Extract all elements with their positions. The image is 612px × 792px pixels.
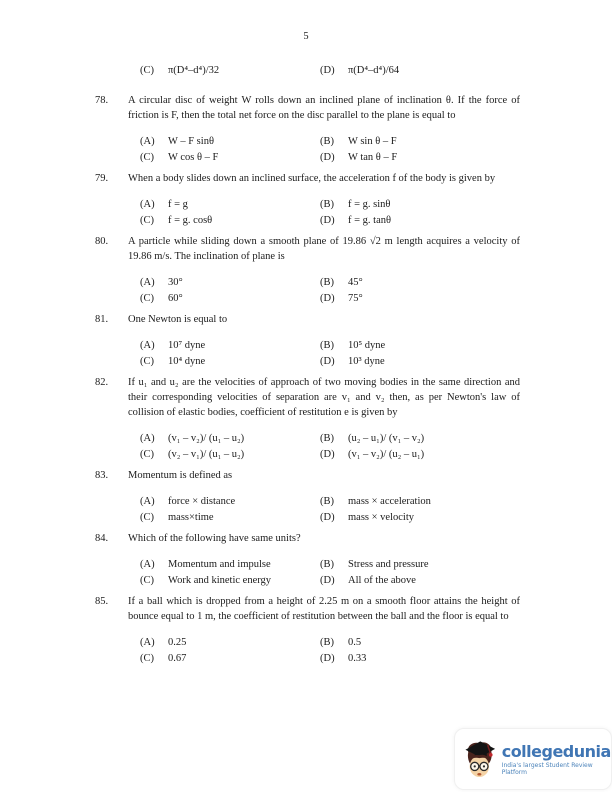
question-number-spacer	[95, 63, 128, 79]
options-grid	[140, 197, 612, 229]
option-value: 10³ dyne	[348, 356, 385, 367]
option-letter: (A)	[140, 559, 155, 570]
question-79	[0, 171, 612, 229]
option-letter: (B)	[320, 277, 334, 288]
question-text: A circular disc of weight W rolls down an inclined plane of inclination θ. If the force of friction is F, then the total net force on the disc parallel to the plane is equal to	[128, 95, 520, 121]
option-d	[320, 150, 612, 166]
option-d	[320, 354, 612, 370]
question-text: Momentum is defined as	[128, 470, 233, 481]
option-letter: (B)	[320, 433, 334, 444]
option-a	[140, 431, 320, 447]
question-text: One Newton is equal to	[128, 314, 228, 325]
question-84	[0, 531, 612, 589]
option-a	[140, 635, 320, 651]
option-letter: (B)	[320, 559, 334, 570]
option-value: (v₂ – v₁)/ (u₁ – u₂)	[168, 449, 245, 460]
option-a	[140, 275, 320, 291]
options-grid	[140, 134, 612, 166]
option-c	[140, 510, 320, 526]
option-c	[140, 150, 320, 166]
questions-list	[0, 63, 612, 667]
logo-wordmark: collegedunia	[501, 741, 611, 761]
option-c	[140, 291, 320, 307]
option-c	[140, 63, 320, 79]
option-b	[320, 557, 612, 573]
question-text: A particle while sliding down a smooth plane of 19.86 √2 m length acquires a velocity of 19.86 m/s. The inclination of plane is	[128, 236, 520, 262]
option-a	[140, 134, 320, 150]
option-a	[140, 338, 320, 354]
option-d	[320, 447, 612, 463]
option-value: Stress and pressure	[348, 559, 429, 570]
option-value: 0.67	[168, 653, 187, 664]
option-letter: (C)	[140, 512, 154, 523]
option-value: 10⁴ dyne	[168, 356, 206, 367]
question-text: When a body slides down an inclined surface, the acceleration f of the body is given by	[128, 173, 496, 184]
option-value: force × distance	[168, 496, 236, 507]
option-letter: (D)	[320, 293, 335, 304]
mascot-icon	[459, 734, 500, 784]
question-85	[0, 594, 612, 667]
option-letter: (D)	[320, 575, 335, 586]
option-c	[140, 651, 320, 667]
option-b	[320, 431, 612, 447]
option-a	[140, 197, 320, 213]
option-letter: (A)	[140, 637, 155, 648]
option-value: W cos θ – F	[168, 152, 219, 163]
option-value: f = g. sinθ	[348, 199, 391, 210]
question-number: 80.	[95, 236, 109, 247]
option-value: (v₁ – v₂)/ (u₁ – u₂)	[168, 433, 245, 444]
question-number: 85.	[95, 596, 109, 607]
option-letter: (B)	[320, 637, 334, 648]
option-letter: (C)	[140, 152, 154, 163]
option-value: 0.33	[348, 653, 367, 664]
option-letter: (B)	[320, 496, 334, 507]
option-value: Momentum and impulse	[168, 559, 271, 570]
option-a	[140, 494, 320, 510]
option-letter: (B)	[320, 136, 334, 147]
option-letter: (C)	[140, 449, 154, 460]
option-value: 10⁷ dyne	[168, 340, 206, 351]
option-letter: (A)	[140, 277, 155, 288]
option-value: 0.5	[348, 637, 362, 648]
option-value: All of the above	[348, 575, 416, 586]
option-letter: (D)	[320, 152, 335, 163]
option-letter: (D)	[320, 65, 335, 76]
question-78	[0, 93, 612, 166]
option-value: W tan θ – F	[348, 152, 398, 163]
question-81	[0, 312, 612, 370]
option-letter: (C)	[140, 65, 154, 76]
option-letter: (A)	[140, 136, 155, 147]
option-letter: (B)	[320, 199, 334, 210]
option-b	[320, 338, 612, 354]
option-letter: (D)	[320, 356, 335, 367]
option-letter: (D)	[320, 653, 335, 664]
option-value: 10⁵ dyne	[348, 340, 386, 351]
question-number: 81.	[95, 314, 109, 325]
option-b	[320, 275, 612, 291]
option-value: (v₁ – v₂)/ (u₂ – u₁)	[348, 449, 425, 460]
continuation-options	[0, 63, 612, 79]
option-letter: (C)	[140, 293, 154, 304]
option-d	[320, 63, 612, 79]
question-number: 83.	[95, 470, 109, 481]
option-value: 60°	[168, 293, 183, 304]
question-number: 79.	[95, 173, 109, 184]
option-d	[320, 510, 612, 526]
option-value: 45°	[348, 277, 363, 288]
option-value: π(D⁴–d⁴)/64	[348, 65, 400, 76]
option-letter: (D)	[320, 512, 335, 523]
option-value: 30°	[168, 277, 183, 288]
question-number: 84.	[95, 533, 109, 544]
options-grid	[140, 338, 612, 370]
question-80	[0, 234, 612, 307]
option-b	[320, 494, 612, 510]
options-grid	[140, 557, 612, 589]
option-letter: (C)	[140, 215, 154, 226]
option-value: 75°	[348, 293, 363, 304]
option-value: f = g. cosθ	[168, 215, 213, 226]
option-letter: (A)	[140, 199, 155, 210]
option-b	[320, 197, 612, 213]
options-grid	[140, 275, 612, 307]
option-d	[320, 291, 612, 307]
question-83	[0, 468, 612, 526]
question-number: 78.	[95, 95, 109, 106]
option-letter: (B)	[320, 340, 334, 351]
option-value: Work and kinetic energy	[168, 575, 272, 586]
option-c	[140, 447, 320, 463]
option-value: mass×time	[168, 512, 214, 523]
option-letter: (C)	[140, 653, 154, 664]
option-letter: (A)	[140, 496, 155, 507]
option-value: 0.25	[168, 637, 187, 648]
option-d	[320, 213, 612, 229]
question-text: Which of the following have same units?	[128, 533, 301, 544]
option-letter: (D)	[320, 449, 335, 460]
option-c	[140, 354, 320, 370]
option-letter: (A)	[140, 340, 155, 351]
page-number: 5	[303, 31, 309, 42]
options-grid	[140, 63, 612, 79]
question-text: If a ball which is dropped from a height of 2.25 m on a smooth floor attains the height of bounce equal to 1 m, the coefficient of restitution between the ball and the floor is equal to	[128, 596, 520, 622]
option-c	[140, 573, 320, 589]
question-text: If u₁ and u₂ are the velocities of approach of two moving bodies in the same direction and their corresponding velocities of separation are v₁ and v₂ then, as per Newton's law of collision of elastic bodies, coefficient of restitution e is given by	[128, 377, 520, 418]
question-82	[0, 375, 612, 463]
option-value: f = g	[168, 199, 188, 210]
option-c	[140, 213, 320, 229]
option-letter: (C)	[140, 575, 154, 586]
option-value: mass × velocity	[348, 512, 414, 523]
option-d	[320, 651, 612, 667]
option-letter: (D)	[320, 215, 335, 226]
option-value: (u₂ – u₁)/ (v₁ – v₂)	[348, 433, 425, 444]
option-a	[140, 557, 320, 573]
option-letter: (A)	[140, 433, 155, 444]
option-value: mass × acceleration	[348, 496, 431, 507]
option-letter: (C)	[140, 356, 154, 367]
options-grid	[140, 635, 612, 667]
option-value: π(D⁴–d⁴)/32	[168, 65, 220, 76]
collegedunia-logo[interactable]	[454, 728, 612, 790]
question-number: 82.	[95, 377, 109, 388]
option-b	[320, 134, 612, 150]
options-grid	[140, 431, 612, 463]
option-value: W – F sinθ	[168, 136, 214, 147]
option-d	[320, 573, 612, 589]
option-b	[320, 635, 612, 651]
options-grid	[140, 494, 612, 526]
option-value: W sin θ – F	[348, 136, 397, 147]
logo-tagline: India's largest Student Review Platform	[501, 761, 593, 776]
option-value: f = g. tanθ	[348, 215, 392, 226]
